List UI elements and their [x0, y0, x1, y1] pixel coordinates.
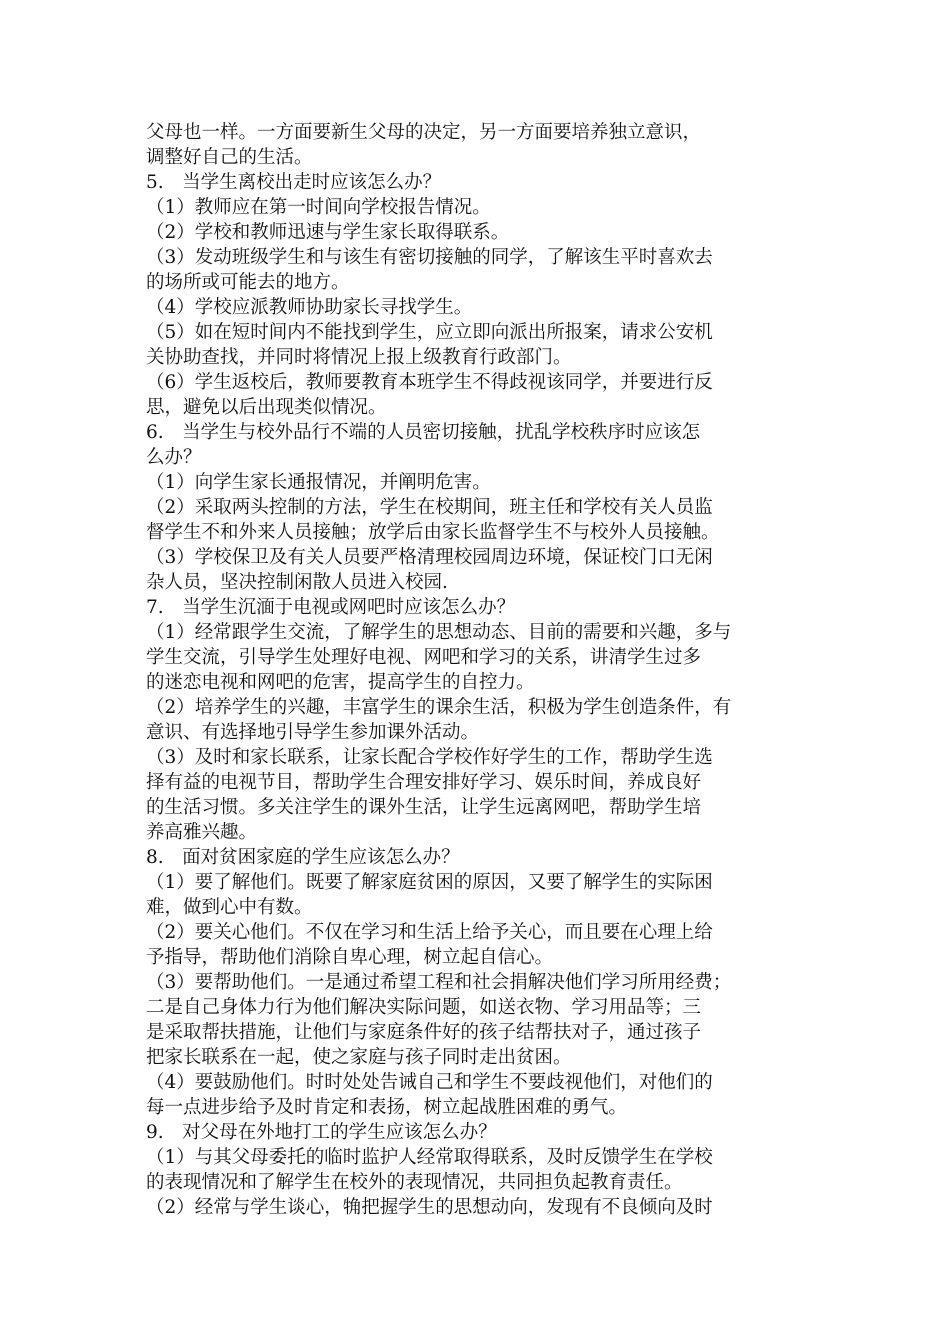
text-line: （2）采取两头控制的方法，学生在校期间，班主任和学校有关人员监: [146, 497, 713, 518]
text-line: 关协助查找，并同时将情况上报上级教育行政部门。: [146, 347, 572, 368]
text-line: 把家长联系在一起，使之家庭与孩子同时走出贫困。: [146, 1047, 572, 1068]
text-line: （6）学生返校后，教师要教育本班学生不得歧视该同学，并要进行反: [146, 372, 713, 393]
paragraph: [146, 170, 810, 195]
paragraph: [146, 245, 810, 295]
paragraph: [146, 870, 810, 920]
text-line: （4）要鼓励他们。时时处处告诫自己和学生不要歧视他们，对他们的: [146, 1072, 713, 1093]
paragraph: [146, 845, 810, 870]
paragraph: [146, 920, 810, 970]
paragraph: [146, 470, 810, 495]
text-line: （3）及时和家长联系，让家长配合学校作好学生的工作，帮助学生选: [146, 747, 713, 768]
paragraph: [146, 1145, 810, 1195]
text-line: 7. 当学生沉湎于电视或网吧时应该怎么办？: [146, 597, 516, 618]
text-line: （2）学校和教师迅速与学生家长取得联系。: [146, 222, 510, 243]
text-line: 养高雅兴趣。: [146, 822, 258, 843]
text-line: （5）如在短时间内不能找到学生，应立即向派出所报案，请求公安机: [146, 322, 713, 343]
paragraph: [146, 745, 810, 845]
text-line: （1）经常跟学生交流，了解学生的思想动态、目前的需要和兴趣，多与: [146, 622, 732, 643]
text-line: 学生交流，引导学生处理好电视、网吧和学习的关系，讲清学生过多: [146, 647, 702, 668]
text-line: （1）与其父母委托的临时监护人经常取得联系，及时反馈学生在学校: [146, 1147, 713, 1168]
text-line: 是采取帮扶措施，让他们与家庭条件好的孩子结帮扶对子，通过孩子: [146, 1022, 702, 1043]
text-line: 的场所或可能去的地方。: [146, 272, 350, 293]
text-line: 6. 当学生与校外品行不端的人员密切接触，扰乱学校秩序时应该怎: [146, 422, 701, 443]
paragraph: [146, 545, 810, 595]
text-line: 意识、有选择地引导学生参加课外活动。: [146, 722, 480, 743]
paragraph: [146, 1120, 810, 1145]
text-line: 督学生不和外来人员接触；放学后由家长监督学生不与校外人员接触。: [146, 522, 720, 543]
text-line: （2）经常与学生谈心，觕把握学生的思想动向，发现有不良倾向及时: [146, 1197, 713, 1218]
text-line: （2）培养学生的兴趣，丰富学生的课余生活，积极为学生创造条件，有: [146, 697, 732, 718]
text-line: （4）学校应派教师协助家长寻找学生。: [146, 297, 473, 318]
text-line: 予指导，帮助他们消除自卑心理，树立起自信心。: [146, 947, 554, 968]
text-line: 父母也一样。一方面要新生父母的决定，另一方面要培养独立意识，: [146, 122, 702, 143]
paragraph: [146, 595, 810, 620]
text-line: 9. 对父母在外地打工的学生应该怎么办？: [146, 1122, 497, 1143]
text-line: （1）向学生家长通报情况，并阐明危害。: [146, 472, 491, 493]
text-line: （1）要了解他们。既要了解家庭贫困的原因，又要了解学生的实际困: [146, 872, 713, 893]
text-line: 调整好自己的生活。: [146, 147, 313, 168]
paragraph: [146, 320, 810, 370]
text-line: 择有益的电视节目，帮助学生合理安排好学习、娱乐时间，养成良好: [146, 772, 702, 793]
text-line: 5. 当学生离校出走时应该怎么办？: [146, 172, 442, 193]
text-line: （3）发动班级学生和与该生有密切接触的同学，了解该生平时喜欢去: [146, 247, 713, 268]
text-line: 二是自己身体力行为他们解决实际问题，如送衣物、学习用品等；三: [146, 997, 702, 1018]
paragraph: [146, 620, 810, 695]
paragraph: [146, 970, 810, 1070]
paragraph: [146, 370, 810, 420]
text-line: 的迷恋电视和网吧的危害，提高学生的自控力。: [146, 672, 535, 693]
text-line: （3）要帮助他们。一是通过希望工程和社会捐解决他们学习所用经费；: [146, 972, 732, 993]
text-line: 么办？: [146, 447, 202, 468]
paragraph: [146, 120, 810, 170]
text-line: 思，避免以后出现类似情况。: [146, 397, 387, 418]
text-line: 的生活习惯。多关注学生的课外生活，让学生远离网吧，帮助学生培: [146, 797, 702, 818]
paragraph: [146, 420, 810, 470]
paragraph: [146, 295, 810, 320]
text-line: 8. 面对贫困家庭的学生应该怎么办？: [146, 847, 460, 868]
paragraph: [146, 195, 810, 220]
paragraph: [146, 1070, 810, 1120]
paragraph: [146, 220, 810, 245]
paragraph: [146, 1195, 810, 1220]
text-line: 难，做到心中有数。: [146, 897, 313, 918]
text-line: 的表现情况和了解学生在校外的表现情况，共同担负起教育责任。: [146, 1172, 683, 1193]
paragraph: [146, 495, 810, 545]
paragraph: [146, 695, 810, 745]
text-line: （3）学校保卫及有关人员要严格清理校园周边环境，保证校门口无闲: [146, 547, 713, 568]
text-line: 杂人员，坚决控制闲散人员进入校园.: [146, 572, 448, 593]
text-line: （1）教师应在第一时间向学校报告情况。: [146, 197, 491, 218]
text-line: 每一点进步给予及时肯定和表扬，树立起战胜困难的勇气。: [146, 1097, 628, 1118]
text-line: （2）要关心他们。不仅在学习和生活上给予关心，而且要在心理上给: [146, 922, 713, 943]
